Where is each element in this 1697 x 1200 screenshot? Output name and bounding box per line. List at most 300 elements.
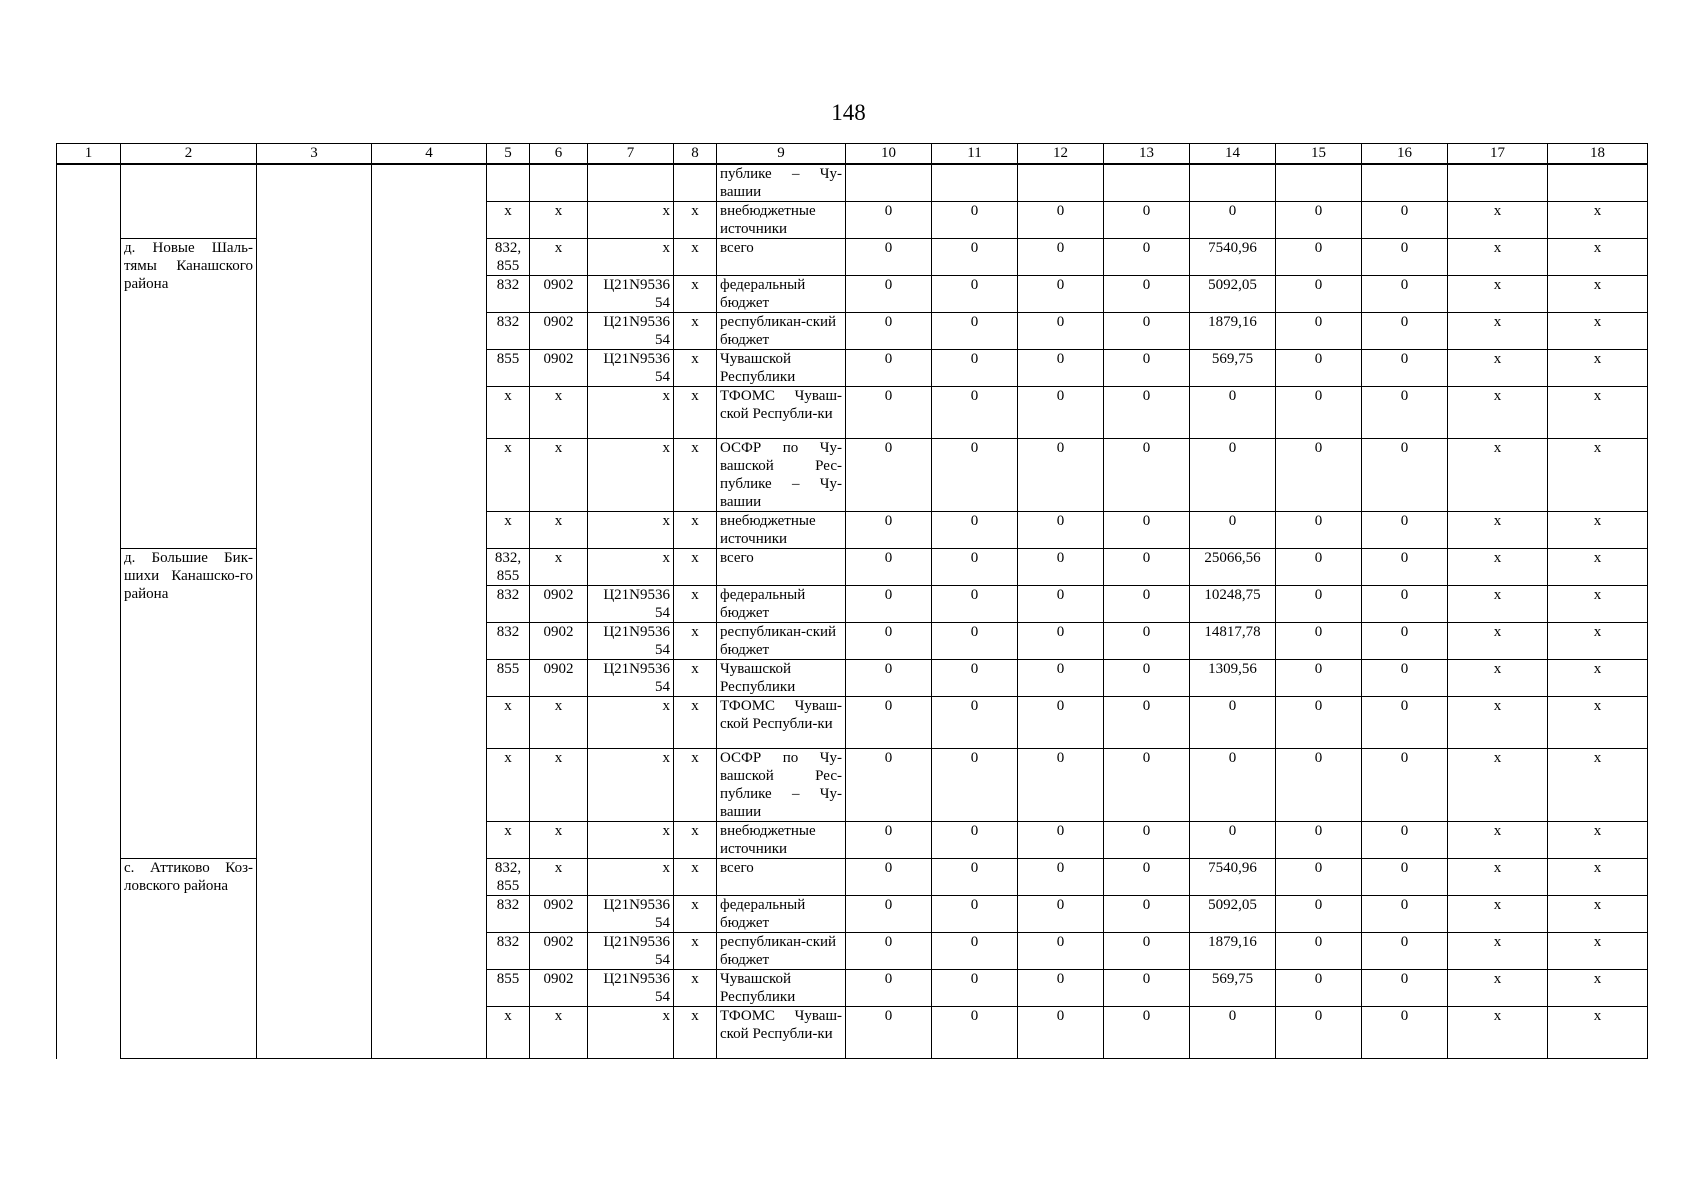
cell-value: х <box>1548 859 1648 896</box>
cell-col8: х <box>674 896 717 933</box>
cell-value: х <box>1548 512 1648 549</box>
cell-funding-source: публике – Чу-вашии <box>717 164 846 202</box>
cell-value: 0 <box>846 313 932 350</box>
cell-col8: х <box>674 313 717 350</box>
cell-value: 0 <box>1276 896 1362 933</box>
cell-col8: х <box>674 822 717 859</box>
cell-funding-source: республикан-ский бюджет <box>717 313 846 350</box>
cell-col7: х <box>588 512 674 549</box>
cell-col3 <box>257 164 372 1059</box>
cell-value: 0 <box>846 933 932 970</box>
cell-value: 0 <box>1190 512 1276 549</box>
cell-col6: х <box>530 822 588 859</box>
cell-value: х <box>1448 439 1548 512</box>
cell-col8: х <box>674 439 717 512</box>
cell-value: 0 <box>1018 239 1104 276</box>
cell-col8: х <box>674 1007 717 1059</box>
cell-value: 0 <box>1104 933 1190 970</box>
cell-value: 0 <box>1018 749 1104 822</box>
cell-value: х <box>1448 749 1548 822</box>
cell-value: х <box>1448 896 1548 933</box>
column-number-header: 7 <box>588 144 674 165</box>
cell-value: 0 <box>1276 549 1362 586</box>
cell-value: 0 <box>1362 512 1448 549</box>
cell-value: 0 <box>1362 586 1448 623</box>
column-number-header: 5 <box>487 144 530 165</box>
cell-value: 0 <box>1362 697 1448 749</box>
cell-col8: х <box>674 239 717 276</box>
settlement-name: д. Новые Шаль-тямы Канашского района <box>121 239 257 549</box>
cell-value: 0 <box>932 859 1018 896</box>
cell-col7: х <box>588 859 674 896</box>
cell-value: 0 <box>1276 623 1362 660</box>
cell-col6: х <box>530 749 588 822</box>
cell-value: 0 <box>1018 586 1104 623</box>
cell-col7: Ц21N9536 54 <box>588 970 674 1007</box>
cell-col8: х <box>674 970 717 1007</box>
cell-col6: 0902 <box>530 350 588 387</box>
cell-funding-source: Чувашской Республики <box>717 970 846 1007</box>
cell-value: 0 <box>1362 859 1448 896</box>
cell-value: 0 <box>932 549 1018 586</box>
cell-col5: 855 <box>487 350 530 387</box>
cell-col5: 855 <box>487 970 530 1007</box>
cell-col6: 0902 <box>530 586 588 623</box>
cell-value: 0 <box>932 202 1018 239</box>
cell-col5: 832 <box>487 313 530 350</box>
cell-funding-source: Чувашской Республики <box>717 660 846 697</box>
cell-value: 0 <box>1190 822 1276 859</box>
cell-funding-source: ОСФР по Чу-вашской Рес-публике – Чу-вашии <box>717 439 846 512</box>
page-number: 148 <box>831 100 866 125</box>
cell-value: 0 <box>846 749 932 822</box>
cell-col5: х <box>487 749 530 822</box>
cell-value: 0 <box>1276 350 1362 387</box>
cell-col6: х <box>530 697 588 749</box>
cell-value: 0 <box>1362 549 1448 586</box>
column-number-header: 9 <box>717 144 846 165</box>
cell-value: 0 <box>846 387 932 439</box>
cell-value: 0 <box>1104 350 1190 387</box>
cell-col5: 832 <box>487 896 530 933</box>
cell-col6: 0902 <box>530 970 588 1007</box>
cell-value: х <box>1548 276 1648 313</box>
cell-value: 0 <box>932 512 1018 549</box>
cell-value: 0 <box>1276 586 1362 623</box>
cell-col6: х <box>530 549 588 586</box>
column-number-header: 13 <box>1104 144 1190 165</box>
cell-value: 0 <box>846 276 932 313</box>
cell-empty <box>1018 164 1104 202</box>
cell-value: 0 <box>1018 623 1104 660</box>
cell-value: 0 <box>1276 313 1362 350</box>
cell-col8: х <box>674 697 717 749</box>
cell-col8: х <box>674 586 717 623</box>
cell-col6: 0902 <box>530 933 588 970</box>
cell-funding-source: ТФОМС Чуваш-ской Республи-ки <box>717 1007 846 1059</box>
cell-value: 0 <box>1018 350 1104 387</box>
column-number-header: 1 <box>57 144 121 165</box>
cell-col5: х <box>487 822 530 859</box>
cell-funding-source: внебюджетные источники <box>717 822 846 859</box>
cell-value: 0 <box>846 512 932 549</box>
cell-value: 0 <box>1276 239 1362 276</box>
cell-value: 0 <box>1276 512 1362 549</box>
cell-value: 0 <box>1276 276 1362 313</box>
cell-col7: х <box>588 822 674 859</box>
cell-value: 569,75 <box>1190 970 1276 1007</box>
cell-col7: Ц21N9536 54 <box>588 660 674 697</box>
cell-empty <box>1448 164 1548 202</box>
cell-col8: х <box>674 859 717 896</box>
cell-col5: х <box>487 512 530 549</box>
cell-empty <box>674 164 717 202</box>
cell-col6: х <box>530 439 588 512</box>
cell-col6: х <box>530 239 588 276</box>
cell-col8: х <box>674 933 717 970</box>
cell-col7: Ц21N9536 54 <box>588 896 674 933</box>
cell-value: 25066,56 <box>1190 549 1276 586</box>
cell-empty <box>1104 164 1190 202</box>
cell-value: 0 <box>1104 660 1190 697</box>
cell-value: 0 <box>1362 1007 1448 1059</box>
cell-col6: х <box>530 1007 588 1059</box>
cell-value: 0 <box>932 697 1018 749</box>
cell-funding-source: республикан-ский бюджет <box>717 623 846 660</box>
cell-value: х <box>1548 660 1648 697</box>
cell-value: х <box>1448 239 1548 276</box>
column-number-header: 10 <box>846 144 932 165</box>
cell-funding-source: внебюджетные источники <box>717 202 846 239</box>
cell-value: х <box>1548 1007 1648 1059</box>
cell-value: 0 <box>846 697 932 749</box>
cell-value: 0 <box>1018 896 1104 933</box>
cell-value: х <box>1548 896 1648 933</box>
cell-value: 0 <box>1018 1007 1104 1059</box>
cell-value: 0 <box>1104 970 1190 1007</box>
cell-value: 0 <box>932 239 1018 276</box>
cell-value: х <box>1548 970 1648 1007</box>
cell-value: 0 <box>1104 623 1190 660</box>
cell-col7: х <box>588 239 674 276</box>
cell-funding-source: федеральный бюджет <box>717 586 846 623</box>
cell-value: 0 <box>846 586 932 623</box>
cell-value: х <box>1548 933 1648 970</box>
cell-value: 0 <box>932 660 1018 697</box>
cell-value: 0 <box>1276 202 1362 239</box>
cell-value: 0 <box>846 1007 932 1059</box>
cell-empty <box>530 164 588 202</box>
cell-col7: Ц21N9536 54 <box>588 276 674 313</box>
cell-value: 0 <box>1104 387 1190 439</box>
cell-value: 14817,78 <box>1190 623 1276 660</box>
cell-col1 <box>57 164 121 1059</box>
cell-value: 0 <box>1362 350 1448 387</box>
cell-value: 0 <box>1276 387 1362 439</box>
cell-value: 0 <box>1362 896 1448 933</box>
cell-col7: х <box>588 1007 674 1059</box>
cell-empty <box>487 164 530 202</box>
cell-value: х <box>1448 350 1548 387</box>
cell-value: х <box>1548 697 1648 749</box>
cell-value: 0 <box>1018 387 1104 439</box>
cell-col7: Ц21N9536 54 <box>588 350 674 387</box>
cell-empty <box>1548 164 1648 202</box>
cell-value: 0 <box>932 1007 1018 1059</box>
cell-value: 0 <box>1190 202 1276 239</box>
settlement-name: с. Аттиково Коз-ловского района <box>121 859 257 1059</box>
cell-value: х <box>1448 512 1548 549</box>
cell-value: 0 <box>1104 1007 1190 1059</box>
cell-col7: х <box>588 439 674 512</box>
cell-value: х <box>1448 970 1548 1007</box>
cell-value: 0 <box>1276 970 1362 1007</box>
cell-col8: х <box>674 276 717 313</box>
cell-empty <box>1276 164 1362 202</box>
column-number-header: 3 <box>257 144 372 165</box>
cell-value: 0 <box>1362 202 1448 239</box>
cell-value: 0 <box>1104 896 1190 933</box>
cell-value: 569,75 <box>1190 350 1276 387</box>
cell-value: 0 <box>846 970 932 1007</box>
cell-value: 0 <box>1276 822 1362 859</box>
cell-value: 0 <box>1018 202 1104 239</box>
cell-col6: 0902 <box>530 623 588 660</box>
cell-value: 0 <box>1104 512 1190 549</box>
cell-value: 0 <box>1018 549 1104 586</box>
cell-value: 0 <box>1018 512 1104 549</box>
cell-funding-source: всего <box>717 549 846 586</box>
cell-value: 0 <box>1276 697 1362 749</box>
cell-col8: х <box>674 512 717 549</box>
cell-value: х <box>1548 202 1648 239</box>
cell-empty <box>588 164 674 202</box>
cell-value: 0 <box>846 202 932 239</box>
cell-value: х <box>1448 660 1548 697</box>
cell-value: 0 <box>1104 276 1190 313</box>
cell-value: х <box>1448 623 1548 660</box>
cell-value: 0 <box>846 239 932 276</box>
cell-col6: 0902 <box>530 276 588 313</box>
cell-col4 <box>372 164 487 1059</box>
cell-value: 0 <box>846 439 932 512</box>
cell-value: х <box>1548 313 1648 350</box>
cell-funding-source: Чувашской Республики <box>717 350 846 387</box>
cell-value: х <box>1448 276 1548 313</box>
cell-col7: Ц21N9536 54 <box>588 586 674 623</box>
column-number-header: 15 <box>1276 144 1362 165</box>
cell-funding-source: ТФОМС Чуваш-ской Республи-ки <box>717 387 846 439</box>
cell-funding-source: всего <box>717 859 846 896</box>
cell-funding-source: ТФОМС Чуваш-ской Республи-ки <box>717 697 846 749</box>
cell-value: 0 <box>1362 970 1448 1007</box>
cell-value: 0 <box>1104 697 1190 749</box>
cell-funding-source: внебюджетные источники <box>717 512 846 549</box>
cell-value: х <box>1448 933 1548 970</box>
cell-value: х <box>1448 202 1548 239</box>
cell-col5: х <box>487 439 530 512</box>
cell-value: 0 <box>1190 387 1276 439</box>
cell-value: 7540,96 <box>1190 239 1276 276</box>
cell-value: х <box>1448 1007 1548 1059</box>
cell-empty <box>846 164 932 202</box>
cell-value: х <box>1548 749 1648 822</box>
cell-col8: х <box>674 387 717 439</box>
cell-col7: х <box>588 549 674 586</box>
cell-value: х <box>1448 822 1548 859</box>
column-number-header: 2 <box>121 144 257 165</box>
cell-value: х <box>1448 586 1548 623</box>
cell-col7: х <box>588 697 674 749</box>
cell-value: 0 <box>932 749 1018 822</box>
cell-value: 0 <box>932 933 1018 970</box>
cell-value: 0 <box>1018 313 1104 350</box>
cell-value: 7540,96 <box>1190 859 1276 896</box>
cell-col6: х <box>530 202 588 239</box>
cell-funding-source: федеральный бюджет <box>717 276 846 313</box>
cell-value: 1879,16 <box>1190 313 1276 350</box>
cell-value: х <box>1448 313 1548 350</box>
cell-value: 5092,05 <box>1190 896 1276 933</box>
settlement-name: д. Большие Бик-шихи Канашско-го района <box>121 549 257 859</box>
cell-value: 0 <box>1362 387 1448 439</box>
cell-col5: х <box>487 202 530 239</box>
column-number-header: 11 <box>932 144 1018 165</box>
cell-value: 0 <box>932 439 1018 512</box>
cell-value: 0 <box>1276 933 1362 970</box>
cell-value: 0 <box>1362 749 1448 822</box>
cell-value: 0 <box>932 350 1018 387</box>
cell-value: х <box>1548 350 1648 387</box>
column-number-header: 17 <box>1448 144 1548 165</box>
cell-value: 0 <box>1362 660 1448 697</box>
cell-funding-source: всего <box>717 239 846 276</box>
cell-value: 0 <box>846 350 932 387</box>
cell-value: 0 <box>1276 859 1362 896</box>
cell-col5: х <box>487 387 530 439</box>
cell-value: 0 <box>932 896 1018 933</box>
cell-value: 0 <box>1018 822 1104 859</box>
cell-value: 0 <box>1104 749 1190 822</box>
cell-col5: 832, 855 <box>487 549 530 586</box>
cell-col7: Ц21N9536 54 <box>588 623 674 660</box>
table-row <box>57 164 1648 202</box>
cell-col5: 832 <box>487 623 530 660</box>
cell-col5: 855 <box>487 660 530 697</box>
cell-value: 0 <box>1104 439 1190 512</box>
column-number-row <box>57 144 1648 165</box>
cell-value: 0 <box>1276 1007 1362 1059</box>
cell-value: 0 <box>1104 859 1190 896</box>
budget-table <box>56 143 1648 1059</box>
cell-value: 0 <box>846 623 932 660</box>
cell-value: 0 <box>1362 439 1448 512</box>
cell-col6: х <box>530 512 588 549</box>
column-number-header: 18 <box>1548 144 1648 165</box>
cell-value: 0 <box>1362 933 1448 970</box>
cell-funding-source: республикан-ский бюджет <box>717 933 846 970</box>
cell-value: 0 <box>846 822 932 859</box>
cell-col6: 0902 <box>530 660 588 697</box>
cell-value: 0 <box>1190 1007 1276 1059</box>
cell-value: х <box>1448 859 1548 896</box>
cell-value: х <box>1548 549 1648 586</box>
cell-value: 0 <box>932 822 1018 859</box>
cell-value: 10248,75 <box>1190 586 1276 623</box>
cell-value: 0 <box>1276 749 1362 822</box>
cell-value: х <box>1448 697 1548 749</box>
column-number-header: 8 <box>674 144 717 165</box>
cell-col6: х <box>530 859 588 896</box>
cell-col5: 832, 855 <box>487 859 530 896</box>
cell-value: х <box>1548 239 1648 276</box>
cell-value: 0 <box>1362 822 1448 859</box>
cell-col7: х <box>588 202 674 239</box>
cell-col5: 832 <box>487 586 530 623</box>
cell-value: 0 <box>846 660 932 697</box>
cell-col8: х <box>674 549 717 586</box>
cell-value: х <box>1548 387 1648 439</box>
table-body <box>57 164 1648 1059</box>
cell-col5: х <box>487 697 530 749</box>
column-number-header: 4 <box>372 144 487 165</box>
cell-value: 0 <box>1362 276 1448 313</box>
cell-value: 0 <box>1104 313 1190 350</box>
cell-value: 0 <box>1190 749 1276 822</box>
cell-value: 0 <box>1018 660 1104 697</box>
cell-col5: 832 <box>487 276 530 313</box>
cell-col5: х <box>487 1007 530 1059</box>
cell-value: х <box>1548 439 1648 512</box>
cell-value: 0 <box>846 549 932 586</box>
cell-value: 1879,16 <box>1190 933 1276 970</box>
cell-col7: х <box>588 749 674 822</box>
cell-value: х <box>1448 549 1548 586</box>
cell-value: 1309,56 <box>1190 660 1276 697</box>
cell-col8: х <box>674 202 717 239</box>
cell-value: 0 <box>932 623 1018 660</box>
cell-col2 <box>121 164 257 239</box>
cell-value: 0 <box>1276 439 1362 512</box>
cell-value: 0 <box>1276 660 1362 697</box>
cell-empty <box>1190 164 1276 202</box>
cell-col8: х <box>674 749 717 822</box>
cell-value: 0 <box>1104 822 1190 859</box>
cell-col6: 0902 <box>530 896 588 933</box>
cell-value: 0 <box>1018 439 1104 512</box>
cell-value: х <box>1548 822 1648 859</box>
column-number-header: 12 <box>1018 144 1104 165</box>
cell-value: 0 <box>1018 933 1104 970</box>
cell-col8: х <box>674 350 717 387</box>
cell-funding-source: федеральный бюджет <box>717 896 846 933</box>
cell-value: 0 <box>846 896 932 933</box>
cell-empty <box>1362 164 1448 202</box>
cell-value: 0 <box>932 586 1018 623</box>
cell-value: 0 <box>1362 623 1448 660</box>
cell-value: 0 <box>1190 697 1276 749</box>
cell-value: 5092,05 <box>1190 276 1276 313</box>
cell-col8: х <box>674 623 717 660</box>
cell-col8: х <box>674 660 717 697</box>
cell-value: 0 <box>846 859 932 896</box>
cell-col5: 832, 855 <box>487 239 530 276</box>
cell-value: 0 <box>1018 697 1104 749</box>
cell-value: 0 <box>1018 970 1104 1007</box>
cell-value: 0 <box>1104 586 1190 623</box>
cell-col6: 0902 <box>530 313 588 350</box>
cell-col7: х <box>588 387 674 439</box>
